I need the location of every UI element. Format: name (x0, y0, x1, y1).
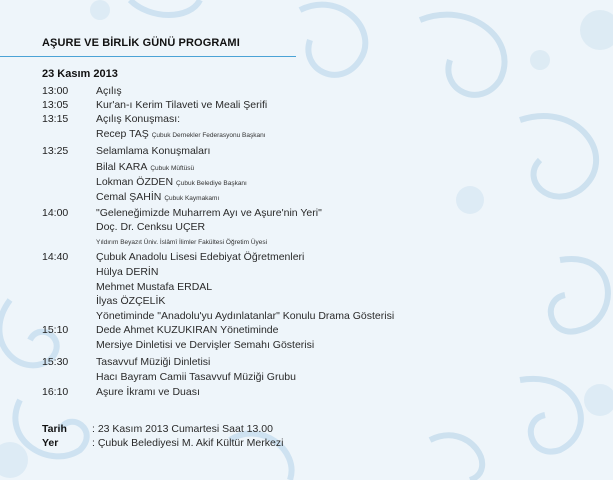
program-item-text (96, 175, 247, 191)
program-time: 14:00 (42, 207, 69, 219)
program-item-text (96, 309, 394, 323)
program-time: 14:40 (42, 251, 69, 263)
program-item-label: Çubuk Anadolu Lisesi Edebiyat Öğretmenleri (96, 251, 305, 263)
program-item-text (96, 160, 194, 176)
program-time: 13:15 (42, 113, 69, 125)
program-item-label: Doç. Dr. Cenksu UÇER (96, 221, 206, 233)
program-item-text (96, 294, 165, 308)
program-date-heading: 23 Kasım 2013 (42, 68, 118, 80)
program-item-text (96, 144, 210, 158)
program-item-text (96, 338, 314, 352)
program-item-text (96, 190, 219, 206)
program-item-text (96, 280, 212, 294)
program-title: AŞURE VE BİRLİK GÜNÜ PROGRAMI (42, 37, 240, 49)
program-item-label: Selamlama Konuşmaları (96, 145, 211, 157)
date-label: Tarih (42, 423, 67, 435)
program-item-label: Lokman ÖZDEN (96, 176, 174, 188)
program-time: 13:25 (42, 145, 69, 157)
program-time: 13:00 (42, 85, 69, 97)
program-item-label: "Geleneğimizde Muharrem Ayı ve Aşure'nin Yeri" (96, 207, 322, 219)
program-item-label: Bilal KARA (96, 161, 148, 173)
program-time: 13:05 (42, 99, 69, 111)
program-item-label: Mersiye Dinletisi ve Dervişler Semahı Gösterisi (96, 339, 315, 351)
program-item-role: Çubuk Dernekler Federasyonu Başkanı (151, 132, 266, 139)
program-item-label: Kur'an-ı Kerim Tilaveti ve Meali Şerifi (96, 99, 268, 111)
program-item-text (96, 323, 278, 337)
program-item-label: İlyas ÖZÇELİK (96, 295, 166, 307)
place-value: : Çubuk Belediyesi M. Akif Kültür Merkezi (92, 437, 284, 449)
program-item-text (96, 112, 180, 126)
program-item-text (96, 98, 267, 112)
program-item-text (96, 127, 266, 143)
program-item-text (96, 206, 322, 220)
program-item-label: Açılış Konuşması: (96, 113, 181, 125)
program-item-text (96, 370, 296, 384)
program-time: 15:30 (42, 356, 69, 368)
program-item-role: Çubuk Müftüsü (150, 165, 195, 172)
program-time: 15:10 (42, 324, 69, 336)
program-item-label: Tasavvuf Müziği Dinletisi (96, 356, 211, 368)
program-item-label: Recep TAŞ (96, 128, 149, 140)
program-item-label: Cemal ŞAHİN (96, 191, 162, 203)
place-label: Yer (42, 437, 59, 449)
program-item-text (96, 355, 210, 369)
title-divider (0, 56, 296, 57)
program-item-role: Çubuk Kaymakamı (164, 195, 220, 202)
program-item-label: Açılış (96, 85, 122, 97)
program-item-text (96, 234, 267, 250)
program-item-text (96, 220, 205, 234)
program-item-label: Mehmet Mustafa ERDAL (96, 281, 213, 293)
program-item-role: Çubuk Belediye Başkanı (176, 180, 247, 187)
program-item-text (96, 265, 158, 279)
program-item-text (96, 84, 122, 98)
program-item-label: Hacı Bayram Camii Tasavvuf Müziği Grubu (96, 371, 296, 383)
program-item-label: Yönetiminde "Anadolu'yu Aydınlatanlar" Konulu Drama Gösterisi (96, 310, 395, 322)
program-item-label: Dede Ahmet KUZUKIRAN Yönetiminde (96, 324, 279, 336)
date-value: : 23 Kasım 2013 Cumartesi Saat 13.00 (92, 423, 273, 435)
program-time: 16:10 (42, 386, 69, 398)
program-item-text (96, 385, 200, 399)
program-item-affiliation: Yıldırım Beyazıt Üniv. İslâmî İlimler Fakültesi Öğretim Üyesi (96, 239, 268, 246)
program-item-label: Hülya DERİN (96, 266, 159, 278)
program-item-label: Aşure İkramı ve Duası (96, 386, 200, 398)
program-item-text (96, 250, 304, 264)
